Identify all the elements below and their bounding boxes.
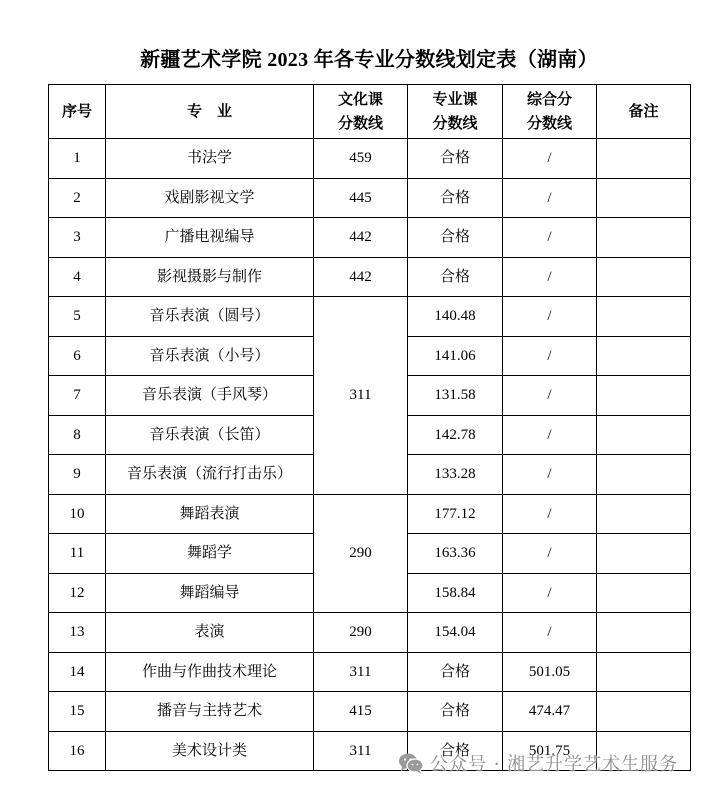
header-culture-score [314, 85, 408, 139]
table-row [49, 218, 691, 258]
row-number-cell: 8 [49, 415, 106, 455]
watermark-text: 公众号 · 湘艺升学艺术生服务 [430, 754, 679, 775]
major-cell: 音乐表演（流行打击乐） [106, 455, 314, 495]
major-cell: 播音与主持艺术 [106, 692, 314, 732]
culture-score-cell: 290 [314, 613, 408, 653]
major-cell: 舞蹈表演 [106, 494, 314, 534]
professional-score-cell: 177.12 [408, 494, 503, 534]
composite-score-cell: 474.47 [503, 692, 597, 732]
composite-score-cell: / [503, 455, 597, 495]
table-row [49, 494, 691, 534]
row-number-cell: 3 [49, 218, 106, 258]
remark-cell [597, 415, 691, 455]
header-professional-line1: 专业课 [432, 91, 478, 108]
row-number-cell: 4 [49, 257, 106, 297]
remark-cell [597, 218, 691, 258]
major-cell: 表演 [106, 613, 314, 653]
remark-cell [597, 257, 691, 297]
major-cell: 舞蹈编导 [106, 573, 314, 613]
remark-cell [597, 613, 691, 653]
wechat-icon [398, 752, 424, 774]
major-cell: 广播电视编导 [106, 218, 314, 258]
composite-score-cell: / [503, 534, 597, 574]
major-cell: 音乐表演（长笛） [106, 415, 314, 455]
professional-score-cell: 合格 [408, 652, 503, 692]
watermark [398, 749, 716, 777]
remark-cell [597, 573, 691, 613]
table-row [49, 297, 691, 337]
table-row [49, 178, 691, 218]
culture-score-cell: 415 [314, 692, 408, 732]
major-cell: 音乐表演（圆号） [106, 297, 314, 337]
culture-score-cell: 459 [314, 139, 408, 179]
composite-score-cell: 501.75 [503, 731, 597, 771]
header-composite-score [503, 85, 597, 139]
row-number-cell: 10 [49, 494, 106, 534]
composite-score-cell: / [503, 376, 597, 416]
row-number-cell: 9 [49, 455, 106, 495]
header-culture-line1: 文化课 [337, 91, 383, 108]
header-culture-line2: 分数线 [337, 115, 383, 132]
professional-score-cell: 142.78 [408, 415, 503, 455]
professional-score-cell: 合格 [408, 731, 503, 771]
professional-score-cell: 合格 [408, 257, 503, 297]
score-table [48, 84, 691, 771]
row-number-cell: 11 [49, 534, 106, 574]
header-number: 序号 [49, 85, 106, 139]
row-number-cell: 1 [49, 139, 106, 179]
table-body [49, 139, 691, 771]
table-row [49, 139, 691, 179]
professional-score-cell: 合格 [408, 218, 503, 258]
composite-score-cell: / [503, 494, 597, 534]
header-composite-line1: 综合分 [526, 91, 572, 108]
header-professional-line2: 分数线 [432, 115, 478, 132]
row-number-cell: 15 [49, 692, 106, 732]
composite-score-cell: 501.05 [503, 652, 597, 692]
composite-score-cell: / [503, 257, 597, 297]
professional-score-cell: 141.06 [408, 336, 503, 376]
professional-score-cell: 合格 [408, 139, 503, 179]
professional-score-cell: 158.84 [408, 573, 503, 613]
major-cell: 美术设计类 [106, 731, 314, 771]
row-number-cell: 2 [49, 178, 106, 218]
composite-score-cell: / [503, 613, 597, 653]
header-row [49, 85, 691, 139]
table-row [49, 613, 691, 653]
professional-score-cell: 154.04 [408, 613, 503, 653]
row-number-cell: 14 [49, 652, 106, 692]
header-remark: 备注 [597, 85, 691, 139]
row-number-cell: 16 [49, 731, 106, 771]
header-professional-score [408, 85, 503, 139]
table-header [49, 85, 691, 139]
culture-score-cell: 311 [314, 652, 408, 692]
composite-score-cell: / [503, 218, 597, 258]
professional-score-cell: 131.58 [408, 376, 503, 416]
professional-score-cell: 133.28 [408, 455, 503, 495]
row-number-cell: 7 [49, 376, 106, 416]
culture-score-cell: 442 [314, 257, 408, 297]
culture-score-cell: 290 [314, 494, 408, 613]
row-number-cell: 5 [49, 297, 106, 337]
row-number-cell: 12 [49, 573, 106, 613]
remark-cell [597, 692, 691, 732]
header-major: 专 业 [106, 85, 314, 139]
table-row [49, 692, 691, 732]
culture-score-cell: 442 [314, 218, 408, 258]
professional-score-cell: 合格 [408, 178, 503, 218]
composite-score-cell: / [503, 415, 597, 455]
professional-score-cell: 163.36 [408, 534, 503, 574]
remark-cell [597, 297, 691, 337]
row-number-cell: 6 [49, 336, 106, 376]
row-number-cell: 13 [49, 613, 106, 653]
culture-score-cell: 311 [314, 297, 408, 495]
major-cell: 音乐表演（手风琴） [106, 376, 314, 416]
remark-cell [597, 139, 691, 179]
page-title: 新疆艺术学院 2023 年各专业分数线划定表（湖南） [140, 49, 598, 71]
culture-score-cell: 311 [314, 731, 408, 771]
remark-cell [597, 652, 691, 692]
composite-score-cell: / [503, 139, 597, 179]
professional-score-cell: 140.48 [408, 297, 503, 337]
composite-score-cell: / [503, 297, 597, 337]
major-cell: 影视摄影与制作 [106, 257, 314, 297]
remark-cell [597, 534, 691, 574]
header-composite-line2: 分数线 [526, 115, 572, 132]
major-cell: 舞蹈学 [106, 534, 314, 574]
major-cell: 戏剧影视文学 [106, 178, 314, 218]
composite-score-cell: / [503, 336, 597, 376]
composite-score-cell: / [503, 178, 597, 218]
major-cell: 书法学 [106, 139, 314, 179]
table-row [49, 257, 691, 297]
culture-score-cell: 445 [314, 178, 408, 218]
major-cell: 音乐表演（小号） [106, 336, 314, 376]
remark-cell [597, 376, 691, 416]
remark-cell [597, 336, 691, 376]
major-cell: 作曲与作曲技术理论 [106, 652, 314, 692]
composite-score-cell: / [503, 573, 597, 613]
remark-cell [597, 455, 691, 495]
remark-cell [597, 494, 691, 534]
professional-score-cell: 合格 [408, 692, 503, 732]
remark-cell [597, 178, 691, 218]
table-row [49, 652, 691, 692]
